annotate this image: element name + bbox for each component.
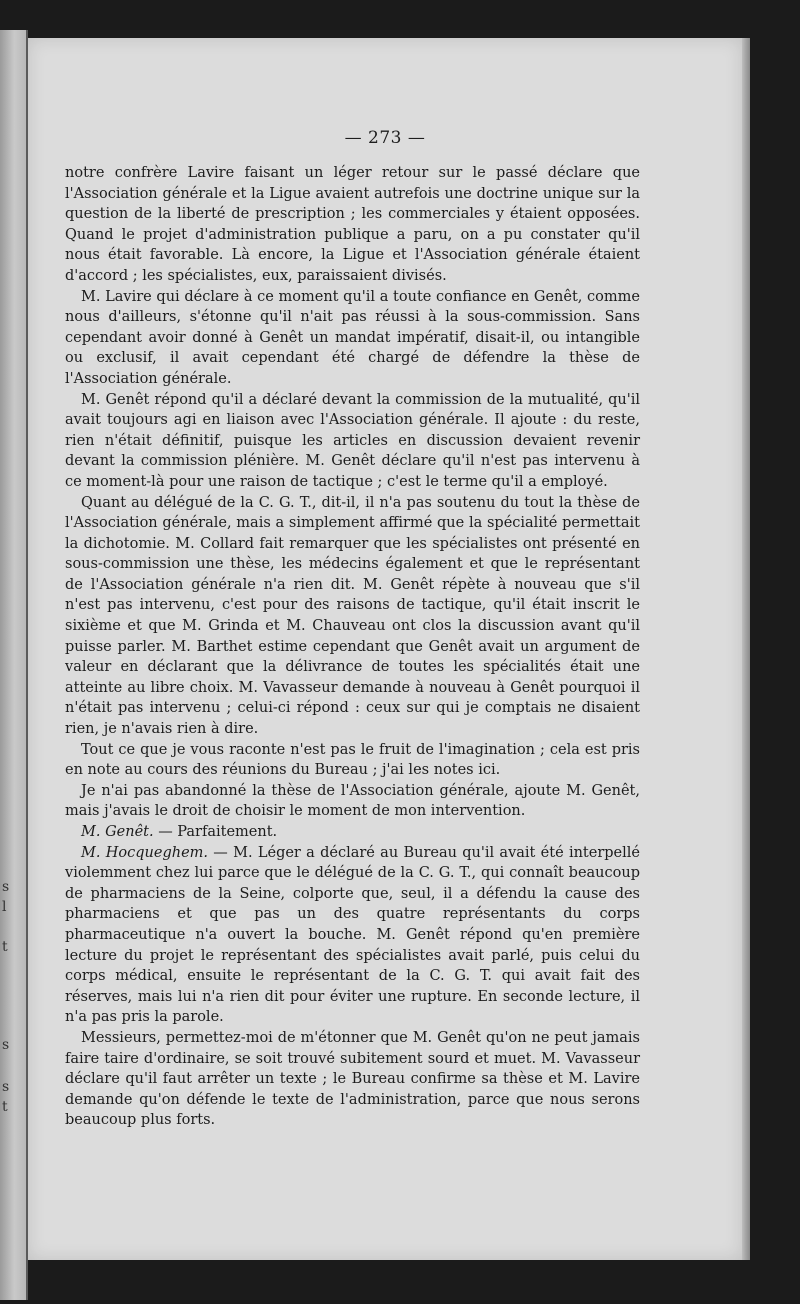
margin-fragment: s [2,1037,10,1053]
page-body [65,163,640,1131]
margin-fragment: s [2,879,10,895]
paragraph-text: — Parfaitement. [153,824,278,840]
paragraph-text: Quant au délégué de la C. G. T., dit-il, il n'a pas soutenu du tout la thèse de l'Association générale, mais a simplement affirmé que la spécialité permettait la dichotomie. M. Collard fait remarquer que les spécialistes ont présenté en sous-commission une thèse, les médecins également et que le représentant de l'Association générale n'a rien dit. M. Genêt répète à nouveau que s'il n'est pas intervenu, c'est pour des raisons de tactique, qu'il était inscrit le sixième et que M. Grinda et M. Chauveau ont clos la discussion avant qu'il puisse parler. M. Barthet estime cependant que Genêt avait un argument de valeur en déclarant que la délivrance de toutes les spécialités était une atteinte au libre choix. M. Vavasseur demande à nouveau à Genêt pourquoi il n'était pas intervenu ; celui-ci répond : ceux sur qui je comptais ne disaient rien, je n'avais rien à dire. [65,494,640,738]
previous-page-edge [0,30,28,1300]
paragraph-text: notre confrère Lavire faisant un léger retour sur le passé déclare que l'Association générale et la Ligue avaient autrefois une doctrine unique sur la question de la liberté de prescription ; les commerciales y étaient opposées. Quand le projet d'administration publique a paru, on a pu constater qu'il nous était favorable. Là encore, la Ligue et l'Association générale étaient d'accord ; les spécialistes, eux, paraissaient divisés. [65,165,640,284]
paragraph-text: Je n'ai pas abandonné la thèse de l'Association générale, ajoute M. Genêt, mais j'avais le droit de choisir le moment de mon intervention. [65,782,640,820]
margin-fragment: s [2,1079,10,1095]
paragraph-text: M. Lavire qui déclare à ce moment qu'il a toute confiance en Genêt, comme nous d'ailleurs, s'étonne qu'il n'ait pas réussi à la sous-commission. Sans cependant avoir donné à Genêt un mandat impératif, disait-il, ou intangible ou exclusif, il avait cependant été chargé de défendre la thèse de l'Association générale. [65,288,640,387]
paragraph [65,1028,640,1131]
speaker-label: M. Genêt. [81,824,154,840]
paragraph [65,822,640,843]
book-page [28,38,742,1260]
paragraph [65,493,640,740]
paragraph [65,287,640,390]
margin-fragment: l [2,899,7,915]
paragraph-text: M. Genêt répond qu'il a déclaré devant la commission de la mutualité, qu'il avait toujours agi en liaison avec l'Association générale. Il ajoute : du reste, rien n'était définitif, puisque les articles en discussion devaient revenir devant la commission plénière. M. Genêt déclare qu'il n'est pas intervenu à ce moment-là pour une raison de tactique ; c'est le terme qu'il a employé. [65,391,640,490]
speaker-label: M. Hocquеghem. [81,844,209,861]
page-number: — 273 — [344,128,426,148]
margin-fragment: t [2,939,8,955]
paragraph-text: Tout ce que je vous raconte n'est pas le fruit de l'imagination ; cela est pris en note au cours des réunions du Bureau ; j'ai les notes ici. [65,741,640,779]
page-edge-shadow [742,38,750,1260]
paragraph-text: Messieurs, permettez-moi de m'étonner que M. Genêt qu'on ne peut jamais faire taire d'ordinaire, se soit trouvé subitement sourd et muet. M. Vavasseur déclare qu'il faut arrêter un texte ; le Bureau confirme sa thèse et M. Lavire demande qu'on défende le texte de l'administration, parce que nous serons beaucoup plus forts. [65,1029,640,1129]
paragraph [65,781,640,822]
paragraph [65,843,640,1028]
paragraph [65,163,640,287]
paragraph [65,390,640,493]
paragraph-text: — M. Léger a déclaré au Bureau qu'il avait été interpellé violemment chez lui parce que le délégué de la C. G. T., qui connaît beaucoup de pharmaciens de la Seine, colporte que, seul, il a défendu la cause des pharmaciens et que pas un des quatre représentants du corps pharmaceutique n'a ouvert la bouche. M. Genêt répond qu'en première lecture du projet le représentant des spécialistes avait parlé, puis celui du corps médical, ensuite le représentant de la C. G. T. qui avait fait des réserves, mais lui n'a rien dit pour éviter une rupture. En seconde lecture, il n'a pas pris la parole. [65,844,640,1026]
paragraph [65,740,640,781]
margin-fragment: t [2,1099,8,1115]
